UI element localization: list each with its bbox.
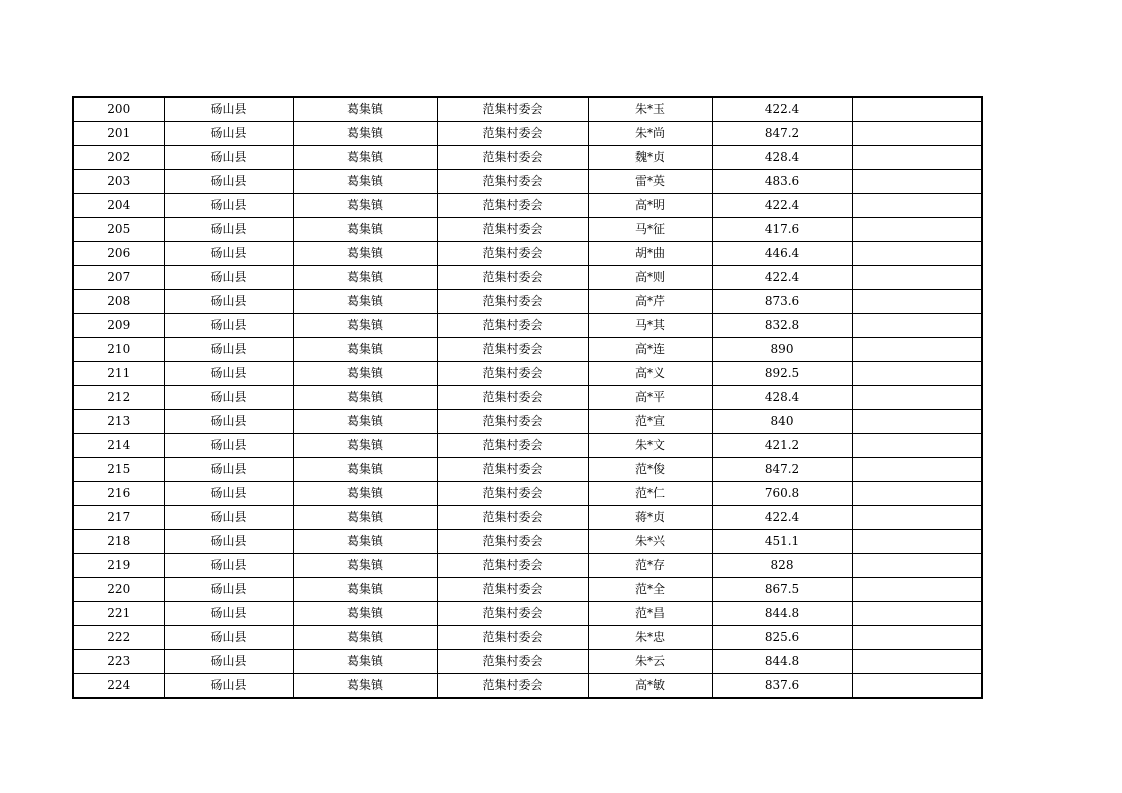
amount-cell: 417.6 <box>712 218 852 242</box>
person-name-cell: 胡*曲 <box>588 242 712 266</box>
remark-cell <box>852 434 982 458</box>
remark-cell <box>852 626 982 650</box>
village-cell: 范集村委会 <box>437 410 588 434</box>
row-number-cell: 215 <box>73 458 164 482</box>
row-number-cell: 208 <box>73 290 164 314</box>
remark-cell <box>852 482 982 506</box>
town-cell: 葛集镇 <box>293 530 437 554</box>
amount-cell: 847.2 <box>712 122 852 146</box>
person-name-cell: 雷*英 <box>588 170 712 194</box>
village-cell: 范集村委会 <box>437 362 588 386</box>
town-cell: 葛集镇 <box>293 626 437 650</box>
amount-cell: 840 <box>712 410 852 434</box>
remark-cell <box>852 362 982 386</box>
village-cell: 范集村委会 <box>437 578 588 602</box>
village-cell: 范集村委会 <box>437 338 588 362</box>
remark-cell <box>852 194 982 218</box>
person-name-cell: 马*其 <box>588 314 712 338</box>
row-number-cell: 223 <box>73 650 164 674</box>
table-row <box>73 362 982 386</box>
person-name-cell: 朱*尚 <box>588 122 712 146</box>
amount-cell: 422.4 <box>712 506 852 530</box>
village-cell: 范集村委会 <box>437 482 588 506</box>
row-number-cell: 211 <box>73 362 164 386</box>
table-row <box>73 97 982 122</box>
row-number-cell: 209 <box>73 314 164 338</box>
table-row <box>73 146 982 170</box>
county-cell: 砀山县 <box>164 122 293 146</box>
town-cell: 葛集镇 <box>293 506 437 530</box>
amount-cell: 422.4 <box>712 266 852 290</box>
town-cell: 葛集镇 <box>293 578 437 602</box>
person-name-cell: 高*芹 <box>588 290 712 314</box>
town-cell: 葛集镇 <box>293 290 437 314</box>
remark-cell <box>852 122 982 146</box>
person-name-cell: 朱*玉 <box>588 97 712 122</box>
table-row <box>73 506 982 530</box>
remark-cell <box>852 554 982 578</box>
county-cell: 砀山县 <box>164 674 293 699</box>
remark-cell <box>852 290 982 314</box>
table-row <box>73 290 982 314</box>
person-name-cell: 高*连 <box>588 338 712 362</box>
row-number-cell: 218 <box>73 530 164 554</box>
row-number-cell: 202 <box>73 146 164 170</box>
remark-cell <box>852 97 982 122</box>
village-cell: 范集村委会 <box>437 554 588 578</box>
row-number-cell: 201 <box>73 122 164 146</box>
county-cell: 砀山县 <box>164 290 293 314</box>
county-cell: 砀山县 <box>164 242 293 266</box>
town-cell: 葛集镇 <box>293 170 437 194</box>
remark-cell <box>852 458 982 482</box>
county-cell: 砀山县 <box>164 170 293 194</box>
table-row <box>73 122 982 146</box>
county-cell: 砀山县 <box>164 97 293 122</box>
person-name-cell: 高*明 <box>588 194 712 218</box>
amount-cell: 847.2 <box>712 458 852 482</box>
village-cell: 范集村委会 <box>437 602 588 626</box>
village-cell: 范集村委会 <box>437 530 588 554</box>
remark-cell <box>852 218 982 242</box>
county-cell: 砀山县 <box>164 266 293 290</box>
county-cell: 砀山县 <box>164 434 293 458</box>
table-row <box>73 170 982 194</box>
amount-cell: 483.6 <box>712 170 852 194</box>
village-cell: 范集村委会 <box>437 626 588 650</box>
remark-cell <box>852 674 982 699</box>
county-cell: 砀山县 <box>164 482 293 506</box>
county-cell: 砀山县 <box>164 602 293 626</box>
row-number-cell: 220 <box>73 578 164 602</box>
table-row <box>73 218 982 242</box>
person-name-cell: 范*俊 <box>588 458 712 482</box>
amount-cell: 844.8 <box>712 602 852 626</box>
town-cell: 葛集镇 <box>293 650 437 674</box>
remark-cell <box>852 314 982 338</box>
person-name-cell: 魏*贞 <box>588 146 712 170</box>
remark-cell <box>852 242 982 266</box>
county-cell: 砀山县 <box>164 218 293 242</box>
remark-cell <box>852 410 982 434</box>
county-cell: 砀山县 <box>164 410 293 434</box>
row-number-cell: 224 <box>73 674 164 699</box>
remark-cell <box>852 338 982 362</box>
amount-cell: 428.4 <box>712 386 852 410</box>
person-name-cell: 蒋*贞 <box>588 506 712 530</box>
village-cell: 范集村委会 <box>437 674 588 699</box>
town-cell: 葛集镇 <box>293 266 437 290</box>
table-row <box>73 650 982 674</box>
amount-cell: 421.2 <box>712 434 852 458</box>
town-cell: 葛集镇 <box>293 97 437 122</box>
village-cell: 范集村委会 <box>437 458 588 482</box>
remark-cell <box>852 170 982 194</box>
person-name-cell: 高*平 <box>588 386 712 410</box>
person-name-cell: 朱*文 <box>588 434 712 458</box>
table-row <box>73 578 982 602</box>
row-number-cell: 210 <box>73 338 164 362</box>
table-row <box>73 434 982 458</box>
amount-cell: 760.8 <box>712 482 852 506</box>
village-cell: 范集村委会 <box>437 650 588 674</box>
village-cell: 范集村委会 <box>437 386 588 410</box>
table-row <box>73 530 982 554</box>
amount-cell: 837.6 <box>712 674 852 699</box>
county-cell: 砀山县 <box>164 506 293 530</box>
table-row <box>73 626 982 650</box>
village-cell: 范集村委会 <box>437 434 588 458</box>
town-cell: 葛集镇 <box>293 410 437 434</box>
person-name-cell: 朱*忠 <box>588 626 712 650</box>
county-cell: 砀山县 <box>164 554 293 578</box>
town-cell: 葛集镇 <box>293 242 437 266</box>
village-cell: 范集村委会 <box>437 194 588 218</box>
remark-cell <box>852 266 982 290</box>
remark-cell <box>852 386 982 410</box>
row-number-cell: 214 <box>73 434 164 458</box>
town-cell: 葛集镇 <box>293 218 437 242</box>
person-name-cell: 马*征 <box>588 218 712 242</box>
row-number-cell: 200 <box>73 97 164 122</box>
remark-cell <box>852 146 982 170</box>
table-row <box>73 674 982 699</box>
table-row <box>73 410 982 434</box>
person-name-cell: 高*义 <box>588 362 712 386</box>
amount-cell: 892.5 <box>712 362 852 386</box>
table-body <box>73 97 982 698</box>
county-cell: 砀山县 <box>164 314 293 338</box>
amount-cell: 451.1 <box>712 530 852 554</box>
amount-cell: 422.4 <box>712 97 852 122</box>
town-cell: 葛集镇 <box>293 386 437 410</box>
county-cell: 砀山县 <box>164 578 293 602</box>
person-name-cell: 范*仁 <box>588 482 712 506</box>
county-cell: 砀山县 <box>164 146 293 170</box>
amount-cell: 890 <box>712 338 852 362</box>
data-table <box>72 96 983 699</box>
village-cell: 范集村委会 <box>437 170 588 194</box>
person-name-cell: 范*存 <box>588 554 712 578</box>
table-row <box>73 386 982 410</box>
table-row <box>73 458 982 482</box>
county-cell: 砀山县 <box>164 458 293 482</box>
row-number-cell: 206 <box>73 242 164 266</box>
village-cell: 范集村委会 <box>437 146 588 170</box>
row-number-cell: 216 <box>73 482 164 506</box>
town-cell: 葛集镇 <box>293 314 437 338</box>
town-cell: 葛集镇 <box>293 194 437 218</box>
village-cell: 范集村委会 <box>437 314 588 338</box>
county-cell: 砀山县 <box>164 650 293 674</box>
row-number-cell: 212 <box>73 386 164 410</box>
person-name-cell: 范*宣 <box>588 410 712 434</box>
person-name-cell: 高*则 <box>588 266 712 290</box>
village-cell: 范集村委会 <box>437 242 588 266</box>
town-cell: 葛集镇 <box>293 362 437 386</box>
village-cell: 范集村委会 <box>437 97 588 122</box>
remark-cell <box>852 602 982 626</box>
amount-cell: 867.5 <box>712 578 852 602</box>
row-number-cell: 221 <box>73 602 164 626</box>
person-name-cell: 范*全 <box>588 578 712 602</box>
table-row <box>73 266 982 290</box>
village-cell: 范集村委会 <box>437 122 588 146</box>
table-row <box>73 602 982 626</box>
amount-cell: 825.6 <box>712 626 852 650</box>
table-row <box>73 314 982 338</box>
row-number-cell: 217 <box>73 506 164 530</box>
county-cell: 砀山县 <box>164 386 293 410</box>
amount-cell: 446.4 <box>712 242 852 266</box>
county-cell: 砀山县 <box>164 362 293 386</box>
amount-cell: 828 <box>712 554 852 578</box>
table-row <box>73 194 982 218</box>
town-cell: 葛集镇 <box>293 122 437 146</box>
row-number-cell: 213 <box>73 410 164 434</box>
village-cell: 范集村委会 <box>437 290 588 314</box>
town-cell: 葛集镇 <box>293 338 437 362</box>
amount-cell: 873.6 <box>712 290 852 314</box>
remark-cell <box>852 650 982 674</box>
table-row <box>73 242 982 266</box>
row-number-cell: 219 <box>73 554 164 578</box>
person-name-cell: 高*敏 <box>588 674 712 699</box>
table-row <box>73 482 982 506</box>
county-cell: 砀山县 <box>164 338 293 362</box>
table-row <box>73 338 982 362</box>
amount-cell: 422.4 <box>712 194 852 218</box>
row-number-cell: 205 <box>73 218 164 242</box>
remark-cell <box>852 530 982 554</box>
village-cell: 范集村委会 <box>437 266 588 290</box>
town-cell: 葛集镇 <box>293 434 437 458</box>
remark-cell <box>852 578 982 602</box>
county-cell: 砀山县 <box>164 530 293 554</box>
village-cell: 范集村委会 <box>437 218 588 242</box>
town-cell: 葛集镇 <box>293 482 437 506</box>
county-cell: 砀山县 <box>164 626 293 650</box>
town-cell: 葛集镇 <box>293 146 437 170</box>
county-cell: 砀山县 <box>164 194 293 218</box>
town-cell: 葛集镇 <box>293 458 437 482</box>
town-cell: 葛集镇 <box>293 674 437 699</box>
person-name-cell: 朱*云 <box>588 650 712 674</box>
amount-cell: 832.8 <box>712 314 852 338</box>
remark-cell <box>852 506 982 530</box>
row-number-cell: 207 <box>73 266 164 290</box>
row-number-cell: 204 <box>73 194 164 218</box>
person-name-cell: 范*昌 <box>588 602 712 626</box>
amount-cell: 844.8 <box>712 650 852 674</box>
row-number-cell: 222 <box>73 626 164 650</box>
amount-cell: 428.4 <box>712 146 852 170</box>
row-number-cell: 203 <box>73 170 164 194</box>
town-cell: 葛集镇 <box>293 602 437 626</box>
person-name-cell: 朱*兴 <box>588 530 712 554</box>
table-row <box>73 554 982 578</box>
village-cell: 范集村委会 <box>437 506 588 530</box>
town-cell: 葛集镇 <box>293 554 437 578</box>
